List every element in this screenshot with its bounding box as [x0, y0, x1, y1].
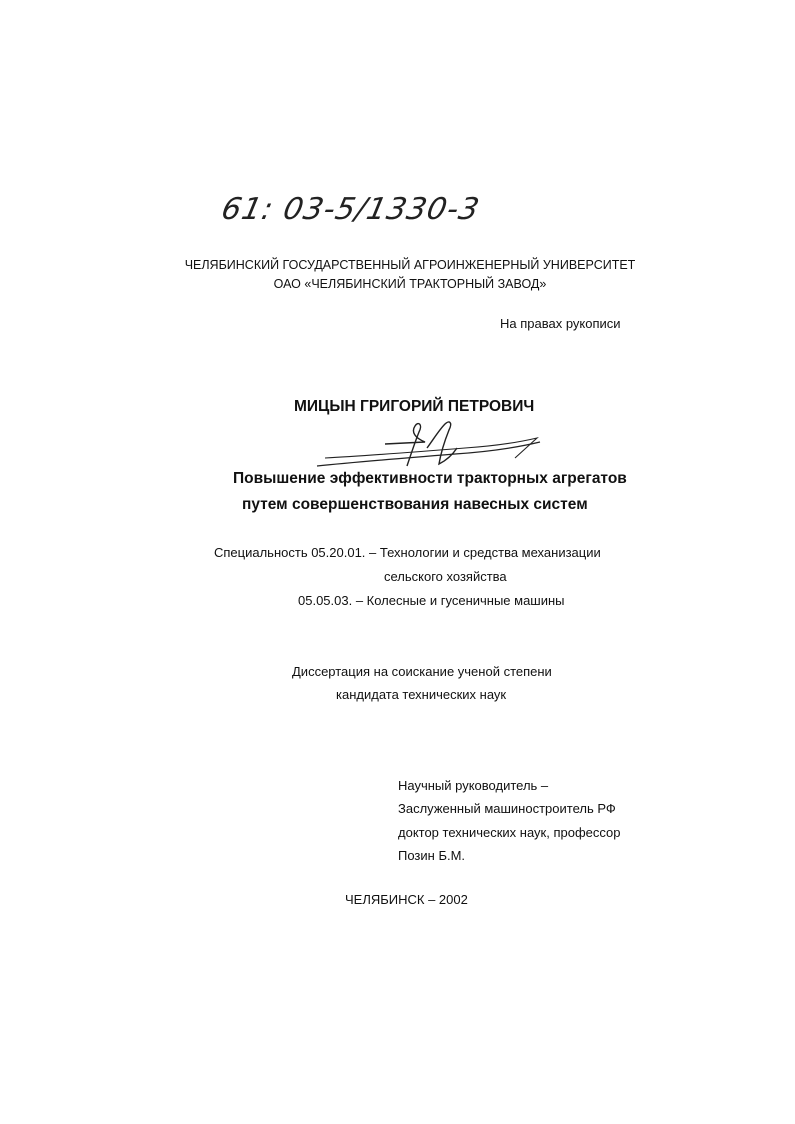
- supervisor-line-2: Заслуженный машиностроитель РФ: [398, 801, 616, 816]
- specialty-line-2: сельского хозяйства: [384, 569, 507, 584]
- dissertation-line-2: кандидата технических наук: [336, 687, 507, 702]
- title-line-1: Повышение эффективности тракторных агрегатов: [233, 470, 627, 487]
- specialty-line-3: 05.05.03. – Колесные и гусеничные машины: [298, 593, 565, 608]
- title-line-2: путем совершенствования навесных систем: [242, 496, 588, 513]
- supervisor-line-1: Научный руководитель –: [398, 778, 549, 793]
- author-signature: [315, 418, 545, 474]
- author-name: МИЦЫН ГРИГОРИЙ ПЕТРОВИЧ: [294, 398, 535, 415]
- dissertation-line-1: Диссертация на соискание ученой степени: [292, 664, 552, 679]
- rights-note: На правах рукописи: [500, 316, 621, 331]
- place-year: ЧЕЛЯБИНСК – 2002: [345, 892, 468, 907]
- specialty-line-1: Специальность 05.20.01. – Технологии и средства механизации: [214, 545, 601, 560]
- supervisor-line-3: доктор технических наук, профессор: [398, 825, 621, 840]
- supervisor-name: Позин Б.М.: [398, 848, 466, 863]
- institution-line-2: ОАО «ЧЕЛЯБИНСКИЙ ТРАКТОРНЫЙ ЗАВОД»: [273, 277, 547, 291]
- handwritten-archive-code: 61: 03-5/1330-3: [218, 192, 484, 227]
- institution-line-1: ЧЕЛЯБИНСКИЙ ГОСУДАРСТВЕННЫЙ АГРОИНЖЕНЕРНЫЙ УНИВЕРСИТЕТ: [184, 258, 636, 272]
